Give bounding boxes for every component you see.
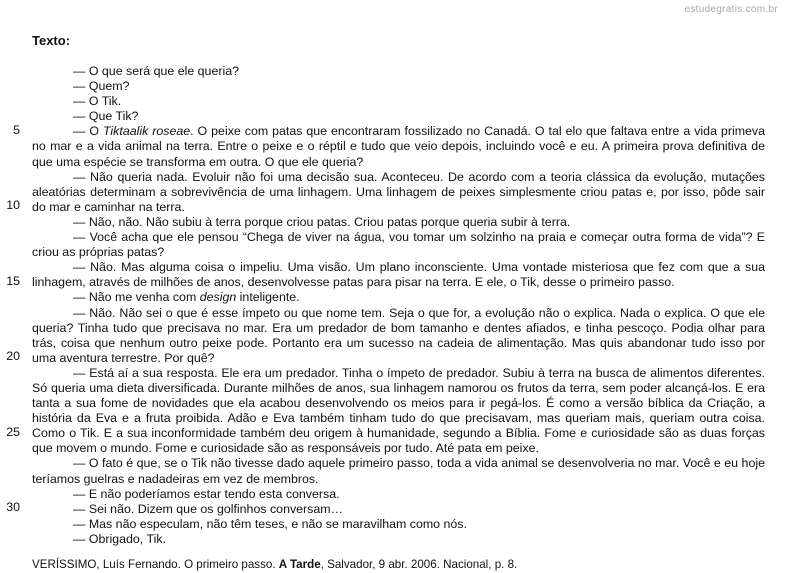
source-citation [32,558,517,571]
line-number: 15 [6,274,20,288]
dialogue-line: — Não, não. Não subiu à terra porque criou patas. Criou patas porque queria subir à terra. [73,214,571,229]
line-number: 5 [13,123,20,137]
dialogue-line: — Não. Não sei o que é esse ímpeto ou que nome tem. Seja o que for, a evolução não o explica. Nada o explica. O que ele queria? Tinha tudo que precisava no mar. Era um predador de bom tamanho e dentes afiados, e tinha pescoço. Podia olhar para trás, coisa que nenhum outro peixe pode. Portanto era um sucesso na cadeia de alimentação. Mas quis abandonar tudo isso por uma aventura terrestre. Por quê? [32,305,765,365]
dialogue-line [32,124,765,169]
line-number: 10 [6,198,20,212]
dialogue-line: — O que será que ele queria? [73,64,240,78]
line-number: 25 [6,425,20,439]
dialogue-line: — Mas não especulam, não têm teses, e não se maravilham como nós. [73,516,467,531]
dialogue-line: — Que Tik? [73,109,139,124]
text-heading: Texto: [32,33,71,48]
dialogue-line: — Está aí a sua resposta. Ele era um predador. Tinha o ímpeto de predador. Subiu à terra na busca de alimentos diferentes. Só queria uma dieta diversificada. Durante milhões de anos, sua linhagem namorou os frutos da terra, sem poder alcançá-los. E era tanta a sua fome de novidades que ela acabou desenvolvendo os meios para ir pegá-los. É como a versão bíblica da Criação, a história da Eva e a fruta proibida. Adão e Eva também tinham tudo do que precisavam, mas queriam mais, queriam outra coisa. Como o Tik. E a sua inconformidade também deu origem à humanidade, segundo a Bíblia. Fome e curiosidade são as duas forças que movem o mundo. Fome e curiosidade são as responsáveis por tudo. Até pata em peixe. [32,365,765,456]
dialogue-fragment: — O [73,124,103,139]
dialogue-line: — E não poderíamos estar tendo esta conversa. [73,486,340,501]
species-name: Tiktaalik roseae [102,124,191,139]
dialogue-line: — Não. Mas alguma coisa o impeliu. Uma visão. Um plano inconsciente. Uma vontade misteriosa que fez com que a sua linhagem, através de milhões de anos, desenvolvesse patas para pisar na terra. E ele, o Tik, desse o primeiro passo. [32,260,765,290]
dialogue-line: — O fato é que, se o Tik não tivesse dado aquele primeiro passo, toda a vida animal se desenvolveria no mar. Você e eu hoje teríamos guelras e nadadeiras em vez de membros. [32,456,765,486]
dialogue-line: — Sei não. Dizem que os golfinhos conversam… [73,501,343,516]
site-watermark: estudegratis.com.br [684,4,778,15]
citation-details: , Salvador, 9 abr. 2006. Nacional, p. 8. [320,558,518,571]
italic-term: design [199,290,237,305]
dialogue-line: — O Tik. [73,94,122,109]
dialogue-line: — Você acha que ele pensou “Chega de viver na água, vou tomar um solzinho na praia e começar outra forma de vida”? E criou as próprias patas? [32,230,765,260]
citation-publication: A Tarde [278,558,321,571]
dialogue-text [32,64,765,547]
dialogue-line [32,290,765,305]
dialogue-line: — Quem? [73,79,130,94]
dialogue-fragment: . O peixe com patas que encontraram fossilizado no Canadá. O tal elo que faltava entre a vida primeva no mar e a vida animal na terra. Entre o peixe e o réptil e tudo que veio depois, incluindo você e eu. A primeira prova definitiva de que uma espécie se transforma em outra. O que ele queria? [32,124,765,169]
dialogue-fragment: — Não me venha com [73,290,200,305]
citation-author: VERÍSSIMO, Luís Fernando. O primeiro passo. [32,558,279,571]
dialogue-fragment: inteligente. [236,290,300,305]
dialogue-line: — Não queria nada. Evoluir não foi uma decisão sua. Aconteceu. De acordo com a teoria clássica da evolução, mutações aleatórias determinam a sobrevivência de uma linhagem. Uma linhagem de peixes simplesmente criou patas e, por isso, pôde sair do mar e caminhar na terra. [32,169,765,214]
line-number: 30 [6,500,20,514]
line-number: 20 [6,349,20,363]
dialogue-line: — Obrigado, Tik. [73,531,166,546]
